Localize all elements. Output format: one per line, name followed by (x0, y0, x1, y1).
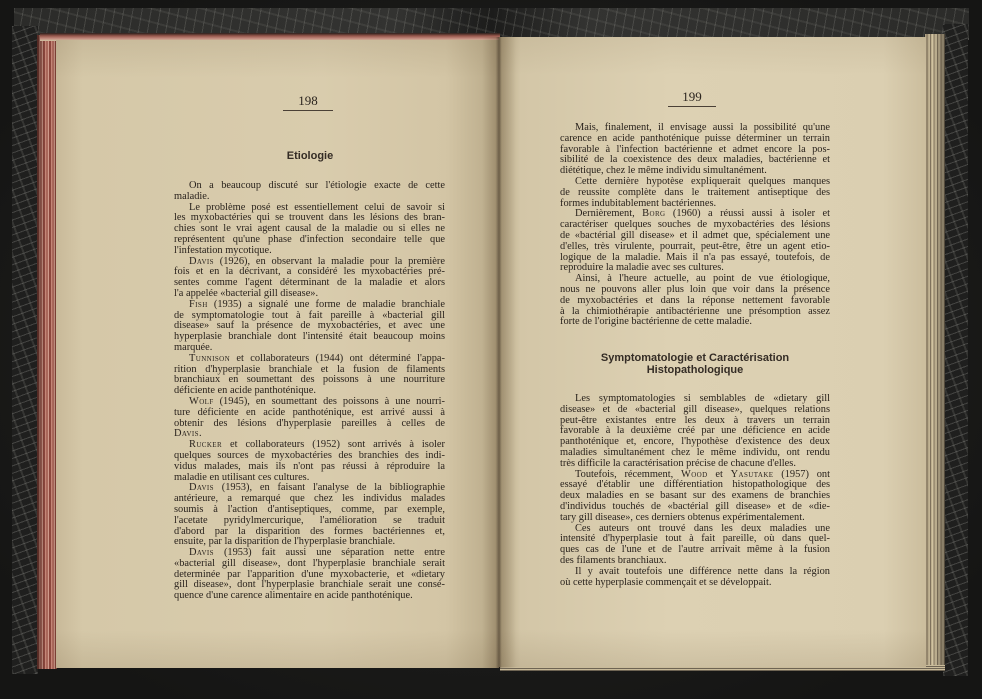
page-body (174, 181, 445, 602)
page-edges-left (37, 35, 57, 669)
text-line: maladie en utilisant ces cultures. (174, 471, 310, 483)
text-line: nous ne pouvons aller plus loin que voir dans la présence (560, 283, 830, 295)
text-line: très difficile la caractérisation précise de chacune d'elles. (560, 457, 796, 469)
text-line: maladie. (174, 190, 210, 202)
text-line: l'a appelée «bacterial gill disease». (174, 287, 319, 299)
paragraph (174, 397, 445, 440)
text-line: à la chimiothérapie antibactérienne une présomption assez (560, 305, 830, 317)
text-segment: (1945), en soumettant des poissons à une nourri- (213, 395, 445, 407)
text-line: formes indubitablement bactériennes. (560, 197, 717, 209)
text-line: soumis à l'action d'antiseptiques, comme, par exemple, (174, 503, 445, 515)
text-line: tary gill disease», ces derniers obtenus expérimentalement. (560, 511, 805, 523)
paragraph (560, 470, 830, 524)
text-line: d'individus touchés de «bactérial gill disease» et de «die- (560, 500, 830, 512)
text-line: rition d'hyperplasie branchiale et la fusion de filaments (174, 363, 445, 375)
text-line: diététique, chez le même individu simultanément. (560, 165, 767, 177)
paragraph (560, 567, 830, 589)
paragraph (174, 548, 445, 602)
author-name: Tunnison (189, 352, 231, 364)
text-line: où cette hyperplasie commençait et se développait. (560, 576, 772, 588)
text-line: de symptomatologie tout à fait pareille à «bacterial gill (174, 309, 445, 321)
left-page (56, 40, 499, 668)
text-line: reproduire la maladie avec ses cultures. (560, 262, 724, 274)
text-line: determinée par l'apparition d'une myxobacterie, et «dietary (174, 568, 445, 580)
book-gutter-shadow (482, 37, 516, 668)
author-name: Davis (189, 547, 214, 559)
text-line: de reussite complète dans le traitement antiseptique des (560, 186, 830, 198)
text-line: «bacterial gill disease», dont l'hyperplasie branchiale serait (174, 557, 445, 569)
text-line: gill disease», dont l'hyperplasie branchiale serait une consé- (174, 579, 445, 591)
author-name: Yasutake (730, 468, 774, 480)
text-line: Ainsi, à l'heure actuelle, au point de vue étiologique, (575, 273, 830, 285)
text-line: disease» sauf la présence de myxobactéries, et avec une (174, 320, 445, 332)
text-line: essayé d'établir une différentiation histopathologique des (560, 479, 830, 491)
author-name: Wolf (189, 395, 214, 407)
text-line: de myxobactéries et dans la réponse nettement favorable (560, 294, 830, 306)
author-name: Wood (681, 468, 708, 480)
paragraph (560, 177, 830, 209)
text-segment: (1957) ont (773, 468, 830, 480)
text-segment: et collaborateurs (1952) sont arrivés à isoler (222, 439, 445, 451)
text-line: Mais, finalement, il envisage aussi la possibilité qu'une (575, 122, 830, 133)
text-line: marquée. (174, 341, 213, 353)
right-page (499, 37, 926, 667)
text-line (174, 354, 445, 365)
text-line: Cette dernière hypotèse expliquerait quelques manques (575, 175, 830, 187)
paragraph (174, 257, 445, 300)
page-edges-right (925, 34, 945, 670)
text-line: les myxobactéries qui se trouvent dans les lésions des bran- (174, 212, 445, 224)
text-line: quence d'une carence alimentaire en acide panthoténique. (174, 590, 413, 602)
section-heading-line: Histopathologique (646, 364, 744, 376)
text-line: caractériser quelques souches de myxobactéries des lésions (560, 219, 830, 231)
text-segment: (1960) a réussi aussi à isoler et (665, 208, 830, 220)
text-line: peut-être existantes entre les deux à travers un terrain (560, 414, 830, 426)
text-line: panthoténique et, encore, l'hypothèse d'existence des deux (560, 436, 830, 448)
text-line: représentent qu'une phase d'infection secondaire telle que (174, 233, 445, 245)
text-segment: (1926), en observant la maladie pour la première (213, 255, 445, 267)
paragraph (174, 483, 445, 548)
text-line: antérieure, a remarqué que chez les individus malades (174, 493, 445, 505)
page-number: 199 (682, 89, 702, 104)
paragraph (560, 524, 830, 567)
text-line: fois et en la décrivant, a considéré les myxobactéries pré- (174, 266, 445, 278)
book-cover-right (943, 24, 968, 676)
author-name: Davis (189, 255, 214, 267)
paragraph (174, 203, 445, 257)
paragraph (174, 300, 445, 354)
text-line: branchiaux en soumettant des poissons à une nourriture (174, 374, 445, 386)
author-name: Davis (174, 428, 199, 440)
text-line: de «bactérial gill disease» et il admet que, spécialement une (560, 229, 830, 241)
text-line: favorable à l'infection bactérienne et admet encore la pos- (560, 143, 830, 155)
paragraph (560, 394, 830, 470)
page-number: 198 (298, 93, 318, 108)
text-segment: (1953) fait aussi une séparation nette entre (213, 547, 445, 559)
text-line: On a beaucoup discuté sur l'étiologie exacte de cette (189, 180, 445, 191)
paragraph (174, 354, 445, 397)
text-line: favorable à la deuxième créé par une déficience en acide (560, 425, 830, 437)
text-line: Il y avait toutefois une différence nette dans la région (575, 565, 830, 577)
text-line: hyperplasie branchiale dont l'intensité était beaucoup moins (174, 331, 445, 343)
text-line: quelques sources de myxobactéries des branchies des indi- (174, 449, 445, 461)
text-line (174, 300, 445, 311)
author-name: Fish (189, 298, 208, 310)
paragraph (560, 209, 830, 274)
paragraph (174, 440, 445, 483)
text-line: maladies simultanément chez le même individu, ont rendu (560, 446, 830, 458)
page-body (560, 123, 830, 328)
text-line: obtenir des lésions d'hyperplasie pareilles à celles de (174, 417, 445, 429)
text-line: d'elles, très virulente, pourrait, peut-être, être un agent etio- (560, 240, 830, 252)
text-line: d'abord par la disparition des formes bactériennes et, (174, 525, 445, 537)
text-line: logique de la maladie. Mais il n'a pas essayé, toutefois, de (560, 251, 830, 263)
page-number-rule (283, 110, 333, 111)
text-segment: (1953), en faisant l'analyse de la bibliographie (213, 482, 445, 494)
text-segment: et collaborateurs (1944) ont déterminé l'appa- (230, 352, 445, 364)
text-line: des filaments branchiaux. (560, 554, 667, 566)
paragraph (174, 181, 445, 203)
section-heading: Etiologie (286, 150, 334, 162)
section-heading (565, 352, 825, 376)
text-line: Les symptomatologies si semblables de «dietary gill (575, 393, 830, 404)
book-cover-left (12, 26, 38, 674)
text-segment: . (198, 428, 202, 440)
text-line: carence en acide panthoténique puisse déterminer un terrain (560, 132, 830, 144)
text-line: Le problème posé est essentiellement celui de savoir si (189, 201, 445, 213)
author-name: Borg (642, 208, 666, 220)
author-name: Davis (189, 482, 214, 494)
text-segment: (1935) a signalé une forme de maladie branchiale (207, 298, 445, 310)
text-segment: Toutefois, récemment, (575, 468, 681, 480)
text-segment: et (707, 468, 731, 480)
paragraph (560, 123, 830, 177)
text-line: vidus malades, mais ils n'ont pas réussi à réproduire la (174, 460, 445, 472)
text-line: sibilité de la coexistence des deux maladies, bactérienne et (560, 154, 830, 166)
page-number-rule (668, 106, 716, 107)
text-line: deux maladies en se basant sur des examens de branchies (560, 490, 830, 502)
text-line: chies sont le vrai agent causal de la maladie ou si elles ne (174, 223, 445, 235)
paragraph (560, 274, 830, 328)
text-line: l'infestation mycotique. (174, 244, 272, 256)
text-line: ensuite, par la disparition de l'hyperplasie branchiale. (174, 536, 396, 548)
text-line: Ces auteurs ont trouvé dans les deux maladies une (575, 522, 830, 534)
text-line: disease» et de «bacterial gill disease», quelques relations (560, 403, 830, 415)
text-line: ture déficiente en acide panthoténique, est arrivé aussi à (174, 406, 445, 418)
section-heading-line: Symptomatologie et Caractérisation (600, 352, 790, 364)
text-line: forte de l'origine bactérienne de cette maladie. (560, 316, 752, 328)
text-line: déficiente en acide panthoténique. (174, 385, 316, 397)
text-line: ques cas de l'une et de l'autre arrivait même à la fusion (560, 544, 830, 556)
text-segment: Dernièrement, (575, 208, 643, 220)
page-body (560, 394, 830, 588)
text-line: intensité d'hyperplasie tout à fait pareille, où dans quel- (560, 533, 830, 545)
author-name: Rucker (189, 439, 223, 451)
text-line: l'acetate pyridylmercurique, l'amélioration se traduit (174, 514, 445, 526)
text-line: sentes comme l'agent déterminant de la maladie et alors (174, 277, 445, 289)
